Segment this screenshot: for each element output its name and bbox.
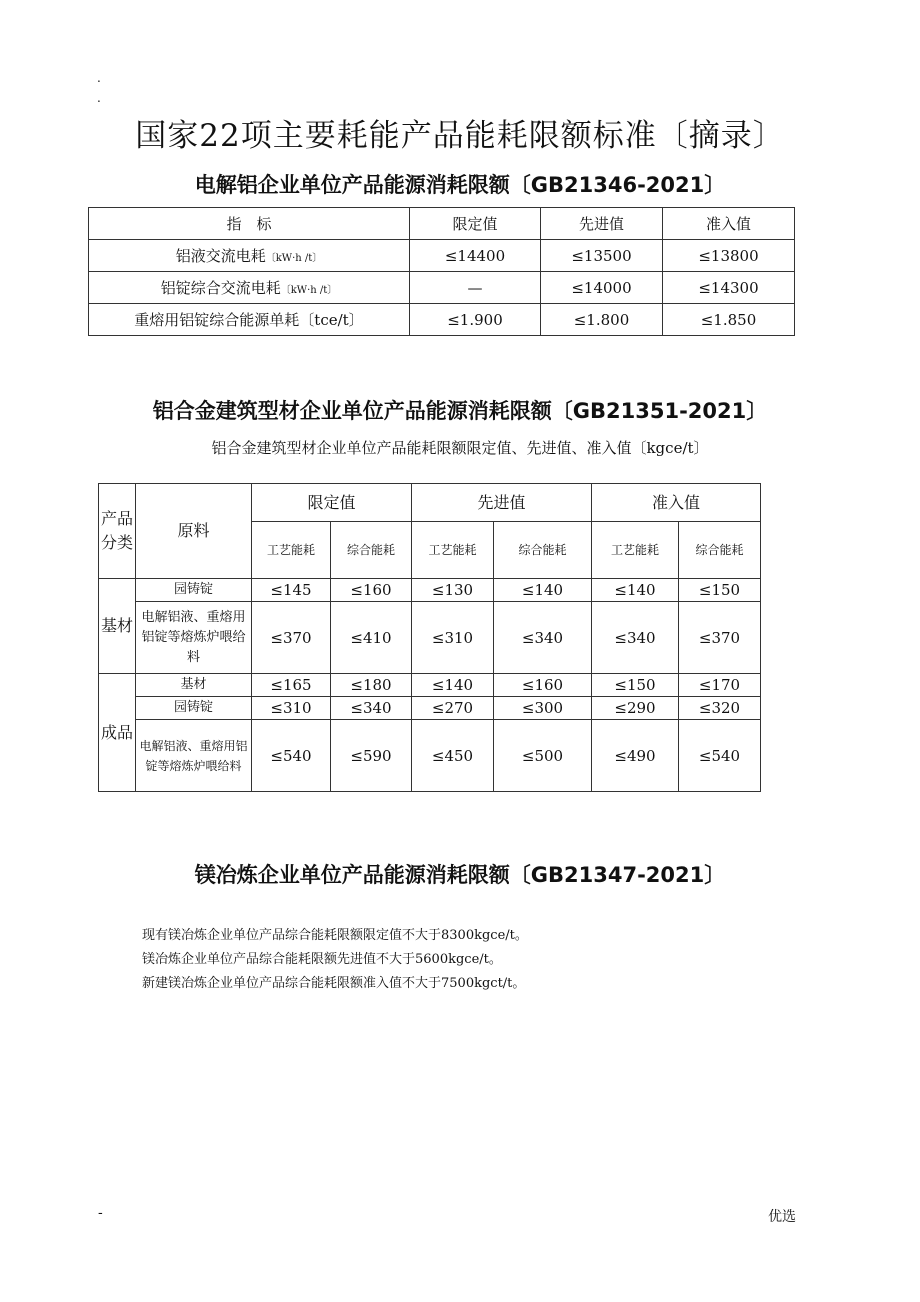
- value-cell: ≤140: [494, 579, 592, 602]
- value-cell: ≤340: [592, 602, 679, 674]
- header-advanced: 先进值: [412, 484, 592, 522]
- header-material: 原料: [136, 484, 252, 579]
- material-cell: 电解铝液、重熔用铝锭等熔炼炉喂给料: [136, 602, 252, 674]
- row-name: 铝液交流电耗: [175, 247, 266, 265]
- cell-advanced: ≤13500: [541, 240, 663, 272]
- value-cell: ≤310: [412, 602, 494, 674]
- section3-title: 镁冶炼企业单位产品能源消耗限额〔GB21347-2021〕: [194, 863, 726, 887]
- cell-advanced: ≤14000: [541, 272, 663, 304]
- table-row: [99, 697, 761, 720]
- table-row: [99, 602, 761, 674]
- paragraph-line: 镁冶炼企业单位产品综合能耗限额先进值不大于5600kgce/t。: [142, 952, 502, 967]
- value-cell: ≤150: [679, 579, 761, 602]
- value-cell: ≤590: [331, 720, 412, 792]
- value-cell: ≤130: [412, 579, 494, 602]
- section2-title: 铝合金建筑型材企业单位产品能源消耗限额〔GB21351-2021〕: [152, 399, 768, 423]
- cell-entry: ≤14300: [663, 272, 795, 304]
- value-cell: ≤450: [412, 720, 494, 792]
- page-dot-1: .: [97, 71, 101, 85]
- cell-entry: ≤1.850: [663, 304, 795, 336]
- value-cell: ≤270: [412, 697, 494, 720]
- value-cell: ≤145: [252, 579, 331, 602]
- header-limit: 限定值: [410, 208, 541, 240]
- value-cell: ≤340: [494, 602, 592, 674]
- table-row: [89, 240, 795, 272]
- row-unit: 〔kW·h /t〕: [265, 253, 323, 264]
- cell-entry: ≤13800: [663, 240, 795, 272]
- value-cell: ≤300: [494, 697, 592, 720]
- table-row: [99, 674, 761, 697]
- row-label: [89, 240, 410, 272]
- header-entry: 准入值: [663, 208, 795, 240]
- value-cell: ≤370: [252, 602, 331, 674]
- section2-subtitle: 铝合金建筑型材企业单位产品能耗限额限定值、先进值、准入值〔kgce/t〕: [211, 439, 709, 457]
- footer-right-label: 优选: [768, 1209, 796, 1225]
- page-title: 国家22项主要耗能产品能耗限额标准〔摘录〕: [135, 118, 785, 154]
- table-row: [89, 272, 795, 304]
- cell-limit: ≤14400: [410, 240, 541, 272]
- row-name: 铝锭综合交流电耗: [160, 279, 281, 297]
- value-cell: ≤170: [679, 674, 761, 697]
- value-cell: ≤165: [252, 674, 331, 697]
- category-finished: 成品: [99, 674, 136, 792]
- value-cell: ≤150: [592, 674, 679, 697]
- value-cell: ≤310: [252, 697, 331, 720]
- material-cell: 基材: [136, 674, 252, 697]
- section1-title: 电解铝企业单位产品能源消耗限额〔GB21346-2021〕: [194, 173, 726, 197]
- value-cell: ≤160: [494, 674, 592, 697]
- table-header-row: [89, 208, 795, 240]
- footer-left-mark: -: [98, 1205, 103, 1221]
- electrolytic-aluminum-table: [88, 207, 795, 336]
- subheader-process: 工艺能耗: [592, 522, 679, 579]
- value-cell: ≤290: [592, 697, 679, 720]
- cell-limit: ≤1.900: [410, 304, 541, 336]
- paragraph-line: 现有镁冶炼企业单位产品综合能耗限额限定值不大于8300kgce/t。: [142, 928, 528, 943]
- value-cell: ≤140: [592, 579, 679, 602]
- material-cell: 园铸锭: [136, 579, 252, 602]
- value-cell: ≤180: [331, 674, 412, 697]
- cell-advanced: ≤1.800: [541, 304, 663, 336]
- page-dot-2: .: [97, 91, 101, 105]
- subheader-total: 综合能耗: [679, 522, 761, 579]
- value-cell: ≤320: [679, 697, 761, 720]
- value-cell: ≤500: [494, 720, 592, 792]
- material-cell: 园铸锭: [136, 697, 252, 720]
- subheader-process: 工艺能耗: [252, 522, 331, 579]
- value-cell: ≤540: [679, 720, 761, 792]
- subheader-total: 综合能耗: [494, 522, 592, 579]
- cell-limit: —: [410, 272, 541, 304]
- header-advanced: 先进值: [541, 208, 663, 240]
- header-entry: 准入值: [592, 484, 761, 522]
- value-cell: ≤370: [679, 602, 761, 674]
- table-header-row: [99, 484, 761, 522]
- paragraph-line: 新建镁冶炼企业单位产品综合能耗限额准入值不大于7500kgct/t。: [142, 976, 526, 991]
- material-cell: 电解铝液、重熔用铝锭等熔炼炉喂给料: [136, 720, 252, 792]
- table-row: [99, 720, 761, 792]
- value-cell: ≤490: [592, 720, 679, 792]
- header-indicator: 指 标: [89, 208, 410, 240]
- row-unit: 〔kW·h /t〕: [280, 285, 338, 296]
- row-label: [89, 272, 410, 304]
- header-limit: 限定值: [252, 484, 412, 522]
- value-cell: ≤140: [412, 674, 494, 697]
- value-cell: ≤540: [252, 720, 331, 792]
- value-cell: ≤410: [331, 602, 412, 674]
- category-base: 基材: [99, 579, 136, 674]
- header-category: 产品分类: [99, 484, 136, 579]
- subheader-process: 工艺能耗: [412, 522, 494, 579]
- aluminum-profile-table: [98, 483, 761, 792]
- value-cell: ≤160: [331, 579, 412, 602]
- value-cell: ≤340: [331, 697, 412, 720]
- row-name: 重熔用铝锭综合能源单耗〔tce/t〕: [134, 311, 364, 329]
- table-row: [99, 579, 761, 602]
- table-row: [89, 304, 795, 336]
- row-label: [89, 304, 410, 336]
- subheader-total: 综合能耗: [331, 522, 412, 579]
